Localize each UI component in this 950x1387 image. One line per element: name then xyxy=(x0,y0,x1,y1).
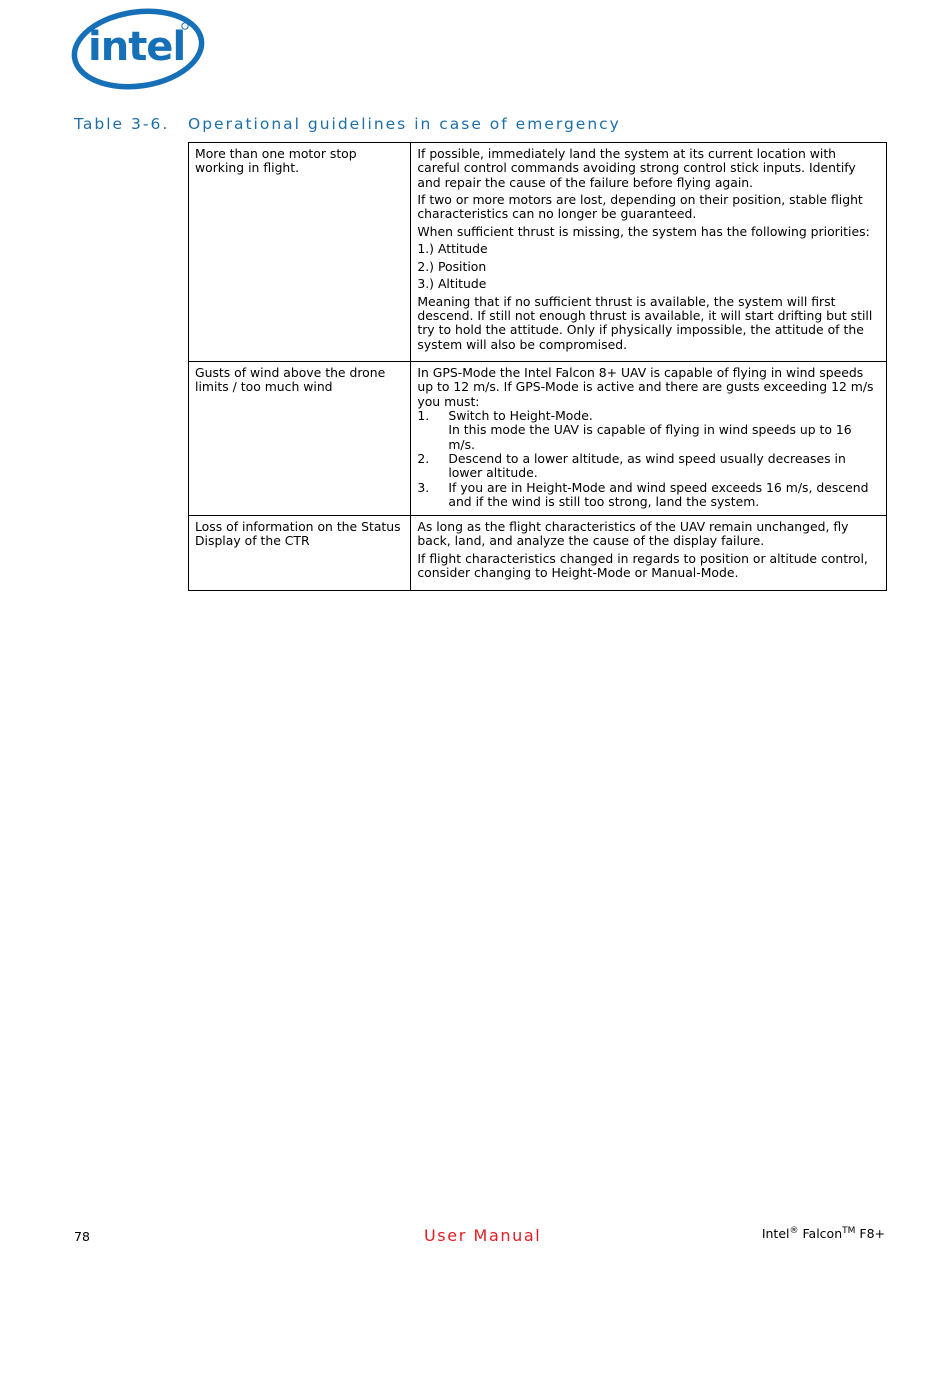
guideline-paragraph: In GPS-Mode the Intel Falcon 8+ UAV is capable of flying in wind speeds up to 12 m/s. If GPS-Mode is active and there are gusts exceeding 12 m/s you must: xyxy=(417,365,874,409)
footer-brand: Intel xyxy=(761,1226,790,1242)
table-row xyxy=(189,143,887,362)
guideline-cell xyxy=(411,516,887,591)
list-item xyxy=(417,481,880,510)
issue-cell xyxy=(189,362,411,516)
priority-item: 2.) Position xyxy=(417,258,487,274)
guideline-paragraph: When sufficient thrust is missing, the system has the following priorities: xyxy=(417,223,870,239)
issue-text: Gusts of wind above the drone limits / too much wind xyxy=(195,365,386,395)
guideline-cell xyxy=(411,143,887,362)
priority-item: 3.) Altitude xyxy=(417,276,487,292)
list-text: If you are in Height-Mode and wind speed exceeds 16 m/s, descend and if the wind is still too strong, land the system. xyxy=(448,479,869,509)
issue-cell xyxy=(189,143,411,362)
list-text: Descend to a lower altitude, as wind speed usually decreases in lower altitude. xyxy=(448,450,846,481)
footer-product xyxy=(762,1226,885,1241)
guideline-paragraph: As long as the flight characteristics of the UAV remain unchanged, fly back, land, and analyze the cause of the display failure. xyxy=(417,519,849,549)
guideline-paragraph: If flight characteristics changed in regards to position or altitude control, consider changing to Height-Mode or Manual-Mode. xyxy=(417,550,868,581)
intel-logo xyxy=(70,3,208,91)
registered-mark: ® xyxy=(789,1226,799,1236)
list-text: Switch to Height-Mode. xyxy=(448,408,593,424)
guideline-cell xyxy=(411,362,887,516)
list-item xyxy=(417,452,880,481)
table-row xyxy=(189,362,887,516)
issue-text: Loss of information on the Status Display of the CTR xyxy=(195,519,401,549)
list-number: 2. xyxy=(417,450,430,466)
guideline-paragraph: If possible, immediately land the system at its current location with careful control commands avoiding strong control stick inputs. Identify and repair the cause of the failure before flying again. xyxy=(417,146,856,190)
list-item xyxy=(417,409,880,452)
table-row xyxy=(189,516,887,591)
priority-item: 1.) Attitude xyxy=(417,241,488,257)
guideline-paragraph: If two or more motors are lost, depending on their position, stable flight characteristics can no longer be guaranteed. xyxy=(417,192,863,222)
list-text: In this mode the UAV is capable of flying in wind speeds up to 16 m/s. xyxy=(448,422,852,452)
table-title: Operational guidelines in case of emergency xyxy=(188,115,621,133)
page-number: 78 xyxy=(74,1229,90,1244)
logo-wordmark: intel xyxy=(88,24,186,70)
footer-product-name: Falcon xyxy=(802,1226,843,1242)
footer-title: User Manual xyxy=(424,1226,542,1245)
footer-model: F8+ xyxy=(859,1226,885,1242)
table-number: Table 3-6. xyxy=(74,115,170,133)
list-number: 1. xyxy=(417,408,430,424)
emergency-guidelines-table xyxy=(188,142,887,591)
trademark-mark: TM xyxy=(842,1226,856,1236)
table-caption xyxy=(74,115,621,133)
guideline-paragraph: Meaning that if no sufficient thrust is available, the system will first descend. If still not enough thrust is available, it will start drifting but still try to hold the attitude. Only if physically impossible, the attitude of the system will also be compromised. xyxy=(417,293,873,352)
issue-cell xyxy=(189,516,411,591)
issue-text: More than one motor stop working in flight. xyxy=(195,146,357,176)
list-number: 3. xyxy=(417,479,430,495)
